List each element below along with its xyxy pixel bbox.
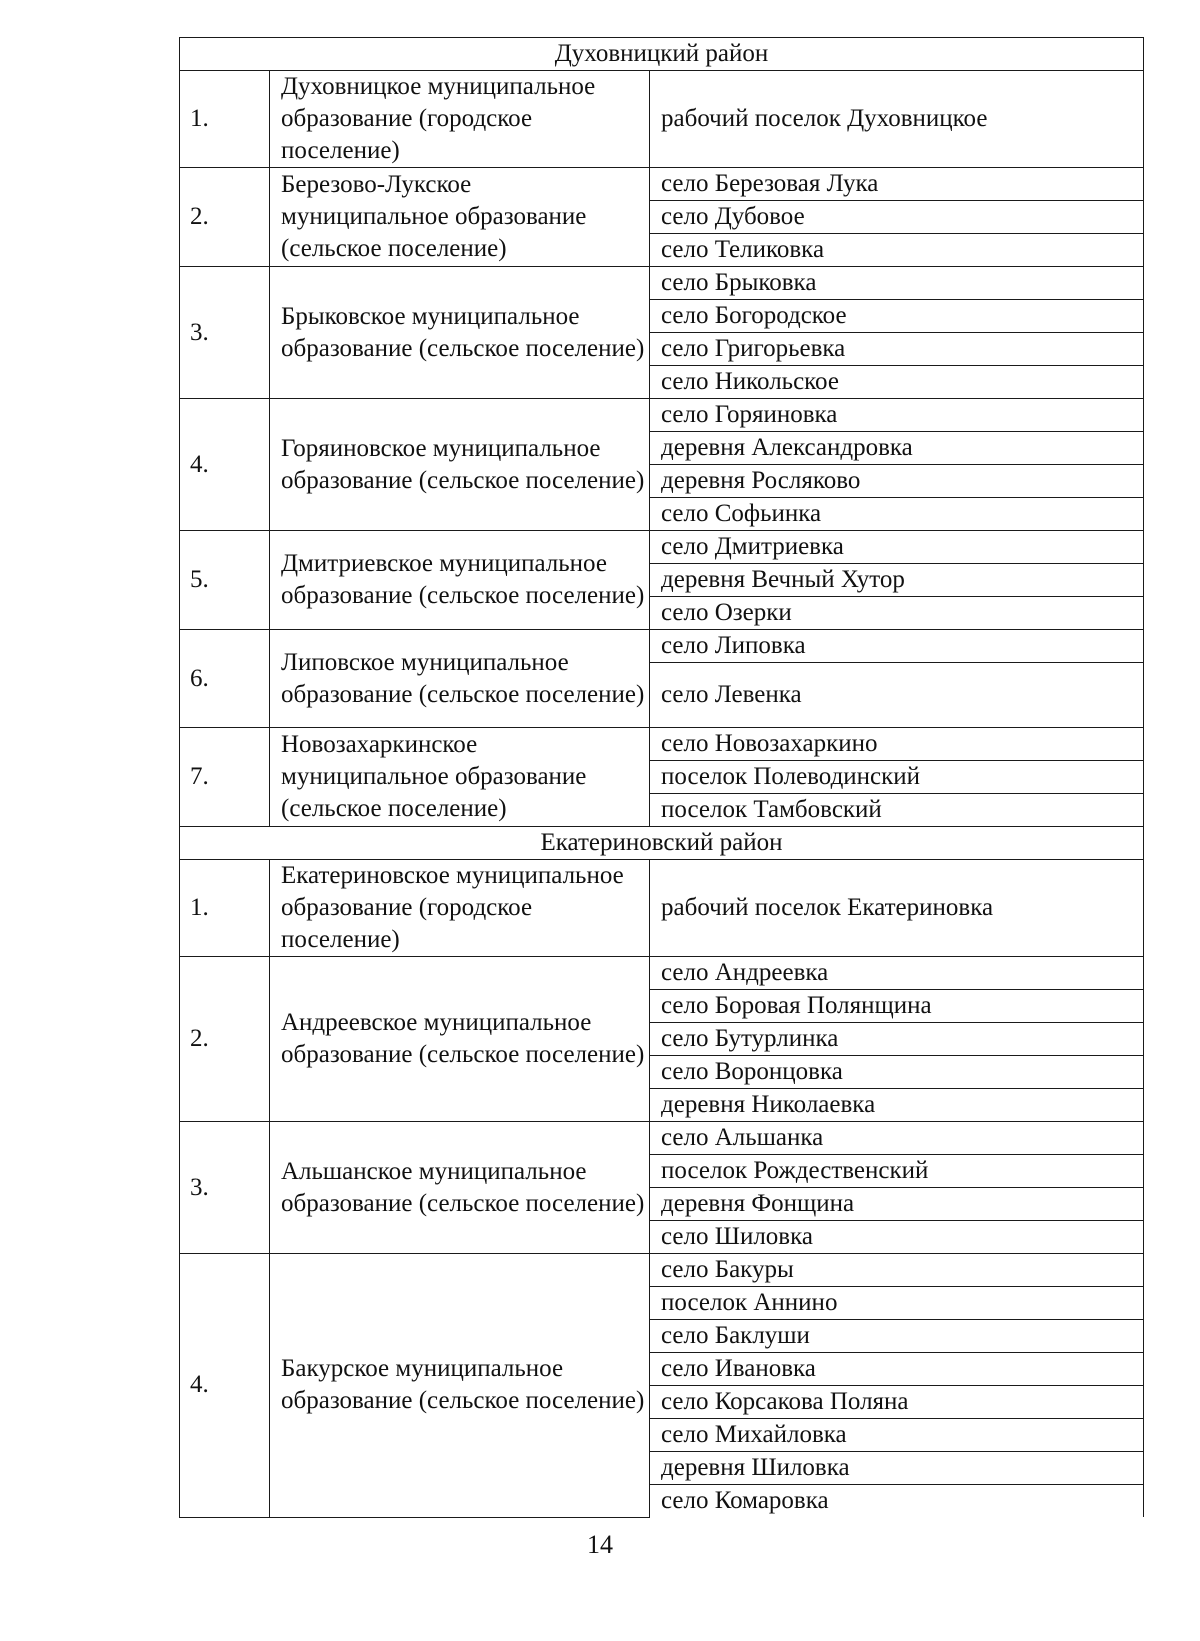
table-row [180,728,1144,761]
table-row [180,1122,1144,1155]
row-number: 2. [180,957,270,1122]
municipality-name: Екатериновское муниципальное образование (городское поселение) [270,860,650,957]
page-number: 14 [587,1530,613,1559]
settlement-cell: село Михайловка [650,1419,1144,1452]
settlement-cell: деревня Шиловка [650,1452,1144,1485]
row-number: 5. [180,531,270,630]
settlement-cell: село Теликовка [650,234,1144,267]
municipality-name: Липовское муниципальное образование (сельское поселение) [270,630,650,728]
table-row [180,1254,1144,1287]
settlement-cell: село Горяиновка [650,399,1144,432]
district-name: Духовницкий район [180,38,1144,71]
settlement-cell: поселок Полеводинский [650,761,1144,794]
settlement-cell: деревня Фонщина [650,1188,1144,1221]
settlement-cell: рабочий поселок Екатериновка [650,860,1144,957]
table-row [180,630,1144,663]
row-number: 1. [180,860,270,957]
settlement-cell: село Дубовое [650,201,1144,234]
municipality-name: Андреевское муниципальное образование (сельское поселение) [270,957,650,1122]
settlement-cell: деревня Росляково [650,465,1144,498]
settlement-cell: село Дмитриевка [650,531,1144,564]
settlement-cell: село Софьинка [650,498,1144,531]
municipality-name: Духовницкое муниципальное образование (городское поселение) [270,71,650,168]
settlement-cell: поселок Рождественский [650,1155,1144,1188]
settlement-cell: село Ивановка [650,1353,1144,1386]
table-row [180,399,1144,432]
municipality-name: Березово-Лукское муниципальное образование (сельское поселение) [270,168,650,267]
settlement-cell: село Комаровка [650,1485,1144,1518]
settlements-table [179,37,1144,1518]
row-number: 3. [180,1122,270,1254]
district-header-row [180,38,1144,71]
table-row [180,168,1144,201]
settlement-cell: село Григорьевка [650,333,1144,366]
settlement-cell: поселок Аннино [650,1287,1144,1320]
municipality-name: Брыковское муниципальное образование (сельское поселение) [270,267,650,399]
settlement-cell: село Озерки [650,597,1144,630]
settlement-cell: деревня Николаевка [650,1089,1144,1122]
settlement-cell: село Андреевка [650,957,1144,990]
settlement-cell: деревня Александровка [650,432,1144,465]
settlement-cell: село Бакуры [650,1254,1144,1287]
row-number: 2. [180,168,270,267]
settlement-cell: село Новозахаркино [650,728,1144,761]
row-number: 4. [180,399,270,531]
settlement-cell: село Левенка [650,663,1144,728]
settlement-cell: рабочий поселок Духовницкое [650,71,1144,168]
settlement-cell: село Березовая Лука [650,168,1144,201]
settlement-cell: деревня Вечный Хутор [650,564,1144,597]
table-row [180,531,1144,564]
table-row [180,860,1144,957]
municipality-name: Дмитриевское муниципальное образование (сельское поселение) [270,531,650,630]
settlement-cell: село Баклуши [650,1320,1144,1353]
settlement-cell: село Брыковка [650,267,1144,300]
municipality-name: Альшанское муниципальное образование (сельское поселение) [270,1122,650,1254]
settlement-cell: село Бутурлинка [650,1023,1144,1056]
district-header-row [180,827,1144,860]
table-row [180,71,1144,168]
district-name: Екатериновский район [180,827,1144,860]
row-number: 4. [180,1254,270,1518]
municipality-name: Новозахаркинское муниципальное образование (сельское поселение) [270,728,650,827]
settlements-table-body [180,38,1144,1518]
row-number: 1. [180,71,270,168]
settlement-cell: поселок Тамбовский [650,794,1144,827]
settlement-cell: село Богородское [650,300,1144,333]
settlement-cell: село Альшанка [650,1122,1144,1155]
row-number: 7. [180,728,270,827]
settlement-cell: село Воронцовка [650,1056,1144,1089]
row-number: 3. [180,267,270,399]
municipality-name: Бакурское муниципальное образование (сельское поселение) [270,1254,650,1518]
settlement-cell: село Боровая Полянщина [650,990,1144,1023]
table-row [180,957,1144,990]
settlement-cell: село Шиловка [650,1221,1144,1254]
table-row [180,267,1144,300]
row-number: 6. [180,630,270,728]
municipality-name: Горяиновское муниципальное образование (сельское поселение) [270,399,650,531]
settlement-cell: село Никольское [650,366,1144,399]
settlement-cell: село Липовка [650,630,1144,663]
settlement-cell: село Корсакова Поляна [650,1386,1144,1419]
